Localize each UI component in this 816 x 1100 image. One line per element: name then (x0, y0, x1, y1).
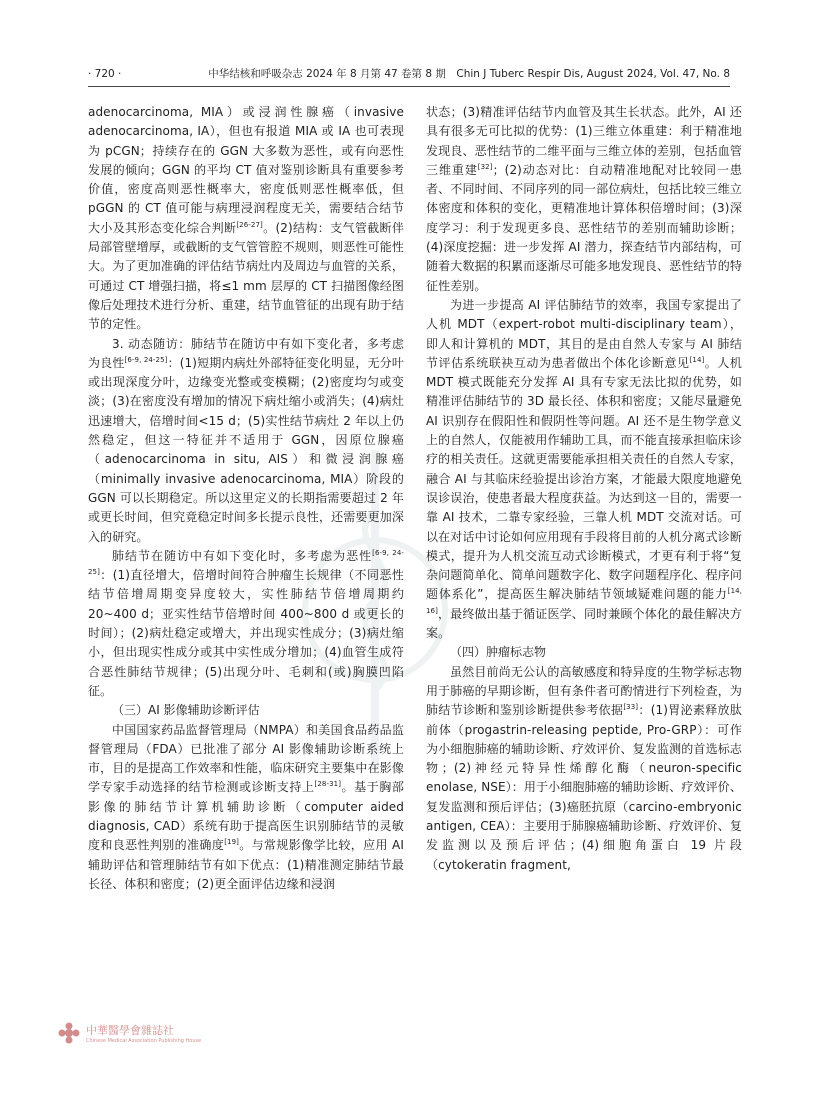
section-heading: （四）肿瘤标志物 (450, 645, 547, 660)
citation: [14, 16] (426, 587, 742, 615)
paragraph: 肺结节在随访中有如下变化时，多考虑为恶性[6-9, 24-25]：(1)直径增大，倍增时间符合肿瘤生长规律（不同恶性结节倍增周期变异度较大，实性肺结节倍增周期约 20~400 d；亚实性结节倍增时间 400~800 d 或更长的时间）；(2)病灶稳定或增大，并出现实性成分；(3)病灶缩小，但出现实性成分或其中实性成分增加；(4)血管生成符合恶性肺结节规律；(5)出现分叶、毛刺和(或)胸膜凹陷征。 (88, 548, 404, 698)
paragraph: 虽然目前尚无公认的高敏感度和特异度的生物学标志物用于肺癌的早期诊断，但有条件者可酌情进行下列检查，为肺结节诊断和鉴别诊断提供参考依据[33]：(1)胃泌素释放肽前体（progastrin-releasing peptide, Pro-GRP）：可作为小细胞肺癌的辅助诊断、疗效评价、复发监测的首选标志物；(2)神经元特异性烯醇化酶（neuron-specific enolase, NSE）：用于小细胞肺癌的辅助诊断、疗效评价、复发监测和预后评估；(3)癌胚抗原（carcino-embryonic antigen, CEA）：主要用于肺腺癌辅助诊断、疗效评价、复发监测以及预后评估；(4)细胞角蛋白 19 片段（cytokeratin fragment, (426, 664, 742, 872)
left-column (88, 103, 404, 894)
citation: [28-31] (314, 780, 342, 789)
page-header (88, 66, 730, 88)
paragraph: adenocarcinoma, MIA）或浸润性腺癌（invasive adenocarcinoma, IA），但也有报道 MIA 或 IA 也可表现为 pCGN；持续存在的 GGN 大多数为恶性，或有向恶性发展的倾向；GGN 的平均 CT 值对鉴别诊断具有重要参考价值，密度高则恶性概率大，密度低则恶性概率低，但 pGGN 的 CT 值可能与病理浸润程度无关，需要结合结节大小及其形态变化综合判断[26-27]。(2)结构：支气管截断伴局部管壁增厚，或截断的支气管管腔不规则，则恶性可能性大。为了更加准确的评估结节病灶内及周边与血管的关系，可通过 CT 增强扫描，将≤1 mm 层厚的 CT 扫描图像经图像后处理技术进行分析、重建，结节血管征的出现有助于结节的定性。 (88, 105, 404, 332)
paragraph: 为进一步提高 AI 评估肺结节的效率，我国专家提出了人机 MDT（expert-robot multi-disciplinary team），即人和计算机的 MDT，其目的是由自然人专家与 AI 肺结节评估系统联袂互动为患者做出个体化诊断意见[14]。人机 MDT 模式既能充分发挥 AI 具有专家无法比拟的优势，如精准评估肺结节的 3D 最长径、体积和密度；又能尽量避免 AI 识别存在假阳性和假阴性等问题。AI 还不是生物学意义上的自然人，仅能被用作辅助工具，而不能直接承担临床诊疗的相关责任。这就更需要能承担相关责任的自然人专家，融合 AI 与其临床经验提出诊治方案，才能最大限度地避免误诊误治，使患者最大程度获益。为达到这一目的，需要一靠 AI 技术，二靠专家经验，三靠人机 MDT 交流对话。可以在对话中讨论如何应用现有手段将目前的人机分离式诊断模式，提升为人机交流互动式诊断模式，才更有利于将“复杂问题简单化、简单问题数字化、数字问题程序化、程序问题体系化”，提高医生解决肺结节领域疑难问题的能力[14, 16]，最终做出基于循证医学、同时兼顾个体化的最佳解决方案。 (426, 297, 742, 641)
citation: [33] (623, 703, 639, 712)
citation: [32] (477, 162, 493, 171)
citation: [6-9, 24-25] (88, 548, 404, 577)
paragraph: 中国国家药品监督管理局（NMPA）和美国食品药品监督管理局（FDA）已批准了部分 AI 影像辅助诊断系统上市，目的是提高工作效率和性能，临床研究主要集中在影像学专家手动选择的结节检测或诊断支持上[28-31]。基于胸部影像的肺结节计算机辅助诊断（computer aided diagnosis, CAD）系统有助于提高医生识别肺结节的灵敏度和良恶性判别的准确度[19]。与常规影像学比较，应用 AI 辅助评估和管理肺结节有如下优点：(1)精准测定肺结节最长径、体积和密度；(2)更全面评估边缘和浸润 (88, 722, 404, 891)
running-head: 中华结核和呼吸杂志 2024 年 8 月第 47 卷第 8 期 Chin J Tuberc Respir Dis, August 2024, Vol. 47, No. 8 (208, 68, 730, 80)
citation: [6-9, 24-25] (124, 355, 168, 364)
right-column (426, 103, 742, 875)
publisher-name: 中華醫學會雜誌社 (86, 1024, 174, 1037)
citation: [19] (224, 838, 239, 847)
paragraph: 3. 动态随访：肺结节在随访中有如下变化者，多考虑为良性[6-9, 24-25]：(1)短期内病灶外部特征变化明显，无分叶或出现深度分叶，边缘变光整或变模糊；(2)密度均匀或变淡；(3)在密度没有增加的情况下病灶缩小或消失；(4)病灶迅速增大，倍增时间<15 d；(5)实性结节病灶 2 年以上仍然稳定，但这一特征并不适用于 GGN，因原位腺癌（adenocarcinoma in situ, AIS）和微浸润腺癌（minimally invasive adenocarcinoma, MIA）阶段的 GGN 可以长期稳定。所以这里定义的长期指需要超过 2 年或更长时间，但究竟稳定时间多长提示良性，还需要更加深入的研究。 (88, 336, 404, 544)
page-number: · 720 · (88, 68, 122, 80)
citation: [26-27] (236, 220, 263, 229)
publisher-logo (58, 1018, 238, 1054)
flower-logo-icon (58, 1022, 80, 1044)
paragraph: 状态；(3)精准评估结节内血管及其生长状态。此外，AI 还具有很多无可比拟的优势：(1)三维立体重建：利于精准地发现良、恶性结节的二维平面与三维立体的差别，包括血管三维重建[32]；(2)动态对比：自动精准地配对比较同一患者、不同时间、不同序列的同一部位病灶，包括比较三维立体密度和体积的变化，更精准地计算体积倍增时间；(3)深度学习：利于发现更多良、恶性结节的差别而辅助诊断；(4)深度挖掘：进一步发挥 AI 潜力，探查结节内部结构，可随着大数据的积累而逐渐尽可能多地发现良、恶性结节的特征性差别。 (426, 105, 742, 293)
header-rule (88, 86, 730, 87)
publisher-subtext: Chinese Medical Association Publishing House (86, 1038, 202, 1044)
citation: [14] (689, 355, 705, 364)
section-heading: （三）AI 影像辅助诊断评估 (112, 703, 260, 718)
